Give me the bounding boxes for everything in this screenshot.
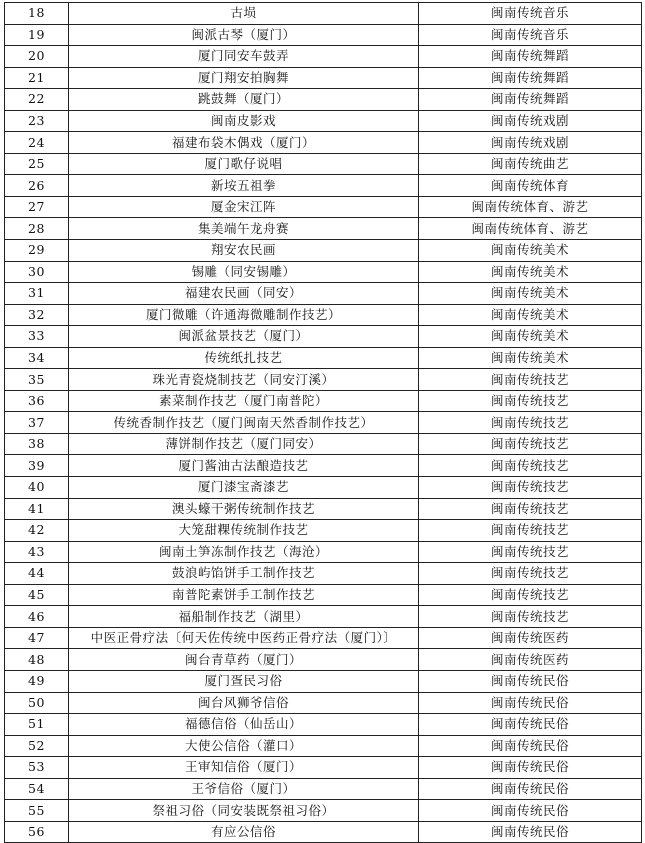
- item-name-cell: 澳头蠔干粥传统制作技艺: [69, 498, 419, 520]
- row-number-cell: 19: [5, 24, 69, 46]
- row-number-cell: 41: [5, 498, 69, 520]
- item-name-cell: 南普陀素饼手工制作技艺: [69, 584, 419, 606]
- row-number-cell: 30: [5, 261, 69, 283]
- category-cell: 闽南传统美术: [419, 326, 642, 348]
- category-cell: 闽南传统曲艺: [419, 153, 642, 175]
- category-cell: 闽南传统戏剧: [419, 132, 642, 154]
- category-cell: 闽南传统体育、游艺: [419, 196, 642, 218]
- row-number-cell: 47: [5, 627, 69, 649]
- row-number-cell: 39: [5, 455, 69, 477]
- item-name-cell: 祭祖习俗（同安装既祭祖习俗）: [69, 800, 419, 822]
- table-row: [5, 283, 642, 305]
- item-name-cell: 跳鼓舞（厦门）: [69, 89, 419, 111]
- row-number-cell: 23: [5, 110, 69, 132]
- table-row: [5, 218, 642, 240]
- category-cell: 闽南传统戏剧: [419, 110, 642, 132]
- table-row: [5, 304, 642, 326]
- category-cell: 闽南传统美术: [419, 283, 642, 305]
- item-name-cell: 厦门歌仔说唱: [69, 153, 419, 175]
- item-name-cell: 闽台风狮爷信俗: [69, 692, 419, 714]
- table-row: [5, 714, 642, 736]
- table-row: [5, 412, 642, 434]
- category-cell: 闽南传统技艺: [419, 477, 642, 499]
- table-row: [5, 347, 642, 369]
- category-cell: 闽南传统美术: [419, 261, 642, 283]
- item-name-cell: 有应公信俗: [69, 821, 419, 843]
- row-number-cell: 32: [5, 304, 69, 326]
- item-name-cell: 福建布袋木偶戏（厦门）: [69, 132, 419, 154]
- category-cell: 闽南传统技艺: [419, 498, 642, 520]
- item-name-cell: 新垵五祖拳: [69, 175, 419, 197]
- category-cell: 闽南传统美术: [419, 347, 642, 369]
- category-cell: 闽南传统医药: [419, 649, 642, 671]
- table-row: [5, 261, 642, 283]
- category-cell: 闽南传统技艺: [419, 541, 642, 563]
- row-number-cell: 25: [5, 153, 69, 175]
- table-row: [5, 175, 642, 197]
- row-number-cell: 22: [5, 89, 69, 111]
- row-number-cell: 42: [5, 520, 69, 542]
- category-cell: 闽南传统民俗: [419, 800, 642, 822]
- category-cell: 闽南传统民俗: [419, 757, 642, 779]
- table-row: [5, 627, 642, 649]
- row-number-cell: 50: [5, 692, 69, 714]
- item-name-cell: 古埙: [69, 3, 419, 25]
- item-name-cell: 厦门漆宝斋漆艺: [69, 477, 419, 499]
- row-number-cell: 21: [5, 67, 69, 89]
- row-number-cell: 46: [5, 606, 69, 628]
- category-cell: 闽南传统技艺: [419, 369, 642, 391]
- category-cell: 闽南传统体育、游艺: [419, 218, 642, 240]
- category-cell: 闽南传统民俗: [419, 714, 642, 736]
- row-number-cell: 40: [5, 477, 69, 499]
- item-name-cell: 素菜制作技艺（厦门南普陀）: [69, 390, 419, 412]
- item-name-cell: 闽台青草药（厦门）: [69, 649, 419, 671]
- item-name-cell: 厦门翔安拍胸舞: [69, 67, 419, 89]
- category-cell: 闽南传统民俗: [419, 692, 642, 714]
- table-row: [5, 606, 642, 628]
- table-row: [5, 46, 642, 68]
- item-name-cell: 薄饼制作技艺（厦门同安）: [69, 433, 419, 455]
- category-cell: 闽南传统技艺: [419, 606, 642, 628]
- table-row: [5, 3, 642, 25]
- item-name-cell: 厦门同安车鼓弄: [69, 46, 419, 68]
- item-name-cell: 珠光青瓷烧制技艺（同安汀溪）: [69, 369, 419, 391]
- item-name-cell: 大笼甜粿传统制作技艺: [69, 520, 419, 542]
- item-name-cell: 翔安农民画: [69, 240, 419, 262]
- category-cell: 闽南传统民俗: [419, 735, 642, 757]
- row-number-cell: 53: [5, 757, 69, 779]
- category-cell: 闽南传统技艺: [419, 455, 642, 477]
- table-row: [5, 240, 642, 262]
- table-row: [5, 778, 642, 800]
- category-cell: 闽南传统舞蹈: [419, 67, 642, 89]
- table-row: [5, 584, 642, 606]
- row-number-cell: 36: [5, 390, 69, 412]
- item-name-cell: 福建农民画（同安）: [69, 283, 419, 305]
- category-cell: 闽南传统民俗: [419, 778, 642, 800]
- table-row: [5, 800, 642, 822]
- item-name-cell: 厦金宋江阵: [69, 196, 419, 218]
- item-name-cell: 王审知信俗（厦门）: [69, 757, 419, 779]
- row-number-cell: 20: [5, 46, 69, 68]
- row-number-cell: 31: [5, 283, 69, 305]
- category-cell: 闽南传统技艺: [419, 412, 642, 434]
- row-number-cell: 51: [5, 714, 69, 736]
- table-row: [5, 132, 642, 154]
- category-cell: 闽南传统技艺: [419, 433, 642, 455]
- item-name-cell: 闽南土笋冻制作技艺（海沧）: [69, 541, 419, 563]
- item-name-cell: 鼓浪屿馅饼手工制作技艺: [69, 563, 419, 585]
- row-number-cell: 43: [5, 541, 69, 563]
- category-cell: 闽南传统医药: [419, 627, 642, 649]
- table-row: [5, 196, 642, 218]
- item-name-cell: 大使公信俗（灌口）: [69, 735, 419, 757]
- table-row: [5, 390, 642, 412]
- category-cell: 闽南传统舞蹈: [419, 46, 642, 68]
- table-body: [5, 3, 642, 843]
- item-name-cell: 锡雕（同安锡雕）: [69, 261, 419, 283]
- row-number-cell: 52: [5, 735, 69, 757]
- item-name-cell: 厦门疍民习俗: [69, 670, 419, 692]
- table-row: [5, 649, 642, 671]
- row-number-cell: 34: [5, 347, 69, 369]
- category-cell: 闽南传统技艺: [419, 563, 642, 585]
- row-number-cell: 44: [5, 563, 69, 585]
- category-cell: 闽南传统技艺: [419, 390, 642, 412]
- row-number-cell: 55: [5, 800, 69, 822]
- category-cell: 闽南传统民俗: [419, 821, 642, 843]
- category-cell: 闽南传统美术: [419, 304, 642, 326]
- category-cell: 闽南传统美术: [419, 240, 642, 262]
- row-number-cell: 27: [5, 196, 69, 218]
- item-name-cell: 王爷信俗（厦门）: [69, 778, 419, 800]
- table-row: [5, 541, 642, 563]
- row-number-cell: 54: [5, 778, 69, 800]
- item-name-cell: 闽派盆景技艺（厦门）: [69, 326, 419, 348]
- table-row: [5, 369, 642, 391]
- table-row: [5, 757, 642, 779]
- table-row: [5, 692, 642, 714]
- heritage-table: [4, 2, 642, 843]
- row-number-cell: 24: [5, 132, 69, 154]
- item-name-cell: 传统纸扎技艺: [69, 347, 419, 369]
- row-number-cell: 49: [5, 670, 69, 692]
- table-row: [5, 153, 642, 175]
- item-name-cell: 中医正骨疗法〔何天佐传统中医药正骨疗法（厦门）〕: [69, 627, 419, 649]
- table-row: [5, 563, 642, 585]
- item-name-cell: 闽派古琴（厦门）: [69, 24, 419, 46]
- row-number-cell: 26: [5, 175, 69, 197]
- item-name-cell: 闽南皮影戏: [69, 110, 419, 132]
- category-cell: 闽南传统体育: [419, 175, 642, 197]
- table-row: [5, 670, 642, 692]
- row-number-cell: 33: [5, 326, 69, 348]
- item-name-cell: 厦门酱油古法酿造技艺: [69, 455, 419, 477]
- row-number-cell: 48: [5, 649, 69, 671]
- table-row: [5, 110, 642, 132]
- category-cell: 闽南传统民俗: [419, 670, 642, 692]
- item-name-cell: 福德信俗（仙岳山）: [69, 714, 419, 736]
- category-cell: 闽南传统舞蹈: [419, 89, 642, 111]
- category-cell: 闽南传统音乐: [419, 24, 642, 46]
- item-name-cell: 集美端午龙舟赛: [69, 218, 419, 240]
- table-row: [5, 735, 642, 757]
- row-number-cell: 29: [5, 240, 69, 262]
- table-row: [5, 498, 642, 520]
- category-cell: 闽南传统技艺: [419, 520, 642, 542]
- item-name-cell: 传统香制作技艺（厦门闽南天然香制作技艺）: [69, 412, 419, 434]
- row-number-cell: 38: [5, 433, 69, 455]
- row-number-cell: 28: [5, 218, 69, 240]
- row-number-cell: 35: [5, 369, 69, 391]
- item-name-cell: 福船制作技艺（湖里）: [69, 606, 419, 628]
- table-row: [5, 455, 642, 477]
- table-row: [5, 520, 642, 542]
- table-row: [5, 67, 642, 89]
- item-name-cell: 厦门微雕（许通海微雕制作技艺）: [69, 304, 419, 326]
- table-row: [5, 326, 642, 348]
- row-number-cell: 37: [5, 412, 69, 434]
- table-row: [5, 24, 642, 46]
- row-number-cell: 56: [5, 821, 69, 843]
- table-row: [5, 89, 642, 111]
- table-row: [5, 433, 642, 455]
- category-cell: 闽南传统技艺: [419, 584, 642, 606]
- row-number-cell: 45: [5, 584, 69, 606]
- table-row: [5, 821, 642, 843]
- table-row: [5, 477, 642, 499]
- category-cell: 闽南传统音乐: [419, 3, 642, 25]
- row-number-cell: 18: [5, 3, 69, 25]
